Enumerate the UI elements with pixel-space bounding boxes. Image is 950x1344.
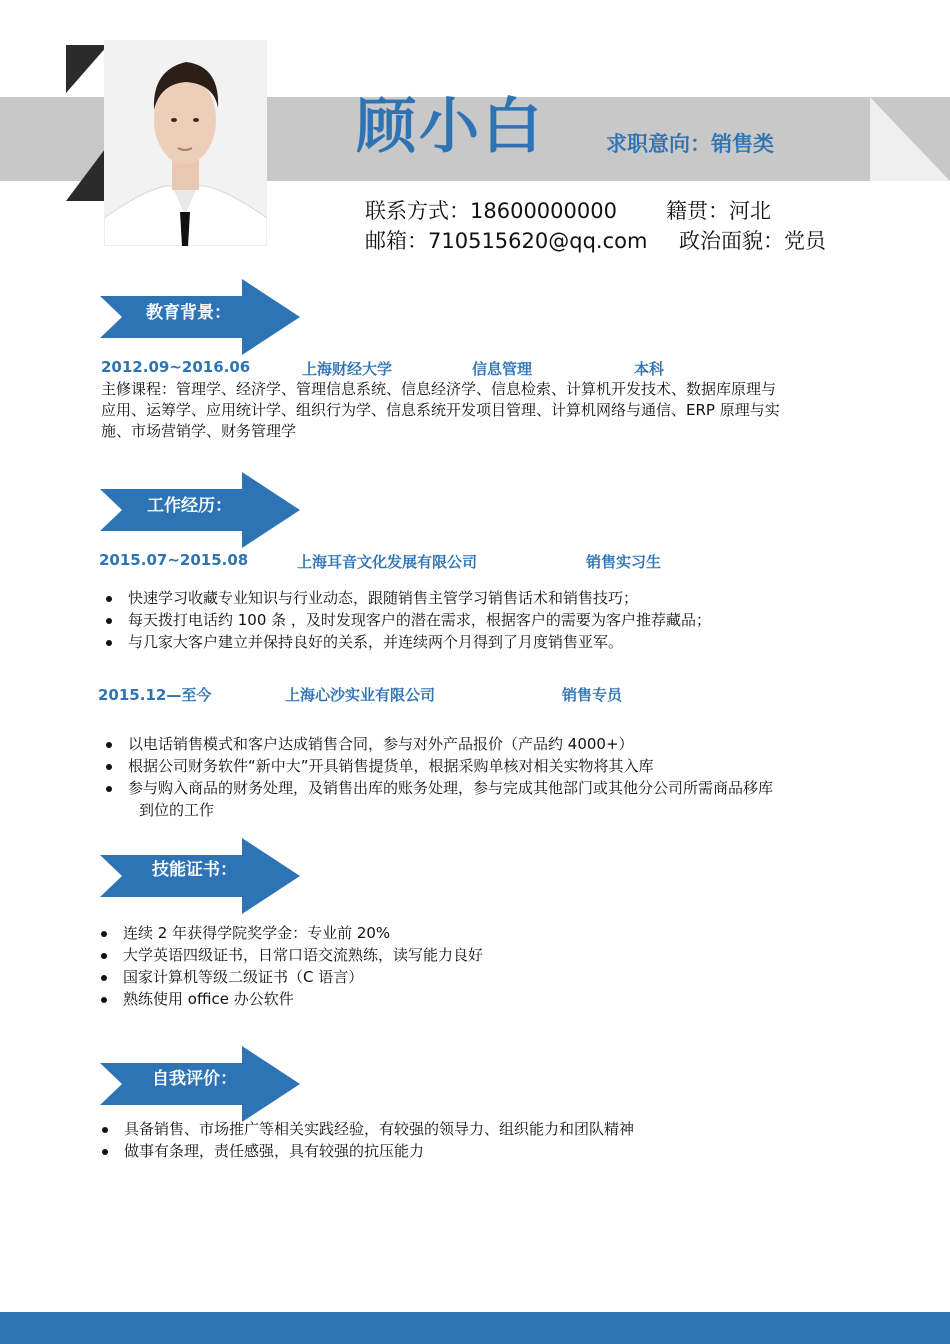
- education-period: 2012.09~2016.06: [101, 358, 251, 376]
- list-item: 参与购入商品的财务处理，及销售出库的账务处理，参与完成其他部门或其他分公司所需商品移库: [128, 777, 868, 799]
- self-eval-list: [124, 1118, 864, 1162]
- bullet-icon: [101, 931, 107, 937]
- education-courses: [101, 379, 861, 442]
- bullet-icon: [106, 596, 112, 602]
- skills-list: [123, 922, 863, 1010]
- education-school: 上海财经大学: [302, 360, 393, 378]
- self-eval-section-title: 自我评价：: [152, 1069, 237, 1089]
- list-item: 每天拨打电话约 100 条 ，及时发现客户的潜在需求，根据客户的需要为客户推荐藏品；: [128, 609, 868, 631]
- list-item: 以电话销售模式和客户达成销售合同，参与对外产品报价（产品约 4000+）: [128, 733, 868, 755]
- bullet-icon: [101, 975, 107, 981]
- education-section-title: 教育背景：: [146, 303, 231, 323]
- courses-line: 应用、运筹学、应用统计学、组织行为学、信息系统开发项目管理、计算机网络与通信、ERP 原理与实: [101, 401, 780, 419]
- job-period: 2015.12—至今: [98, 686, 212, 704]
- bullet-icon: [101, 953, 107, 959]
- political-status: 政治面貌：党员: [679, 229, 826, 253]
- skills-section-title: 技能证书：: [152, 860, 237, 880]
- bullet-icon: [102, 1127, 108, 1133]
- list-item: 快速学习收藏专业知识与行业动态，跟随销售主管学习销售话术和销售技巧；: [128, 587, 868, 609]
- job-company: 上海耳音文化发展有限公司: [297, 553, 478, 571]
- job-duties-list: [128, 587, 868, 653]
- footer-band: [0, 1312, 950, 1344]
- list-item: 熟练使用 office 办公软件: [123, 988, 863, 1010]
- bullet-icon: [106, 640, 112, 646]
- contact-email: 邮箱：710515620@qq.com: [365, 229, 648, 253]
- job-company: 上海心沙实业有限公司: [285, 686, 436, 704]
- job-period: 2015.07~2015.08: [99, 551, 249, 569]
- bullet-icon: [106, 742, 112, 748]
- bullet-icon: [101, 997, 107, 1003]
- corner-triangle-left: [66, 45, 108, 201]
- list-item: 具备销售、市场推广等相关实践经验，有较强的领导力、组织能力和团队精神: [124, 1118, 864, 1140]
- list-item: 大学英语四级证书，日常口语交流熟练，读写能力良好: [123, 944, 863, 966]
- job-role: 销售实习生: [586, 553, 662, 571]
- courses-line: 施、市场营销学、财务管理学: [101, 422, 297, 440]
- bullet-icon: [106, 764, 112, 770]
- candidate-name: 顾小白: [356, 92, 545, 162]
- work-section-title: 工作经历：: [147, 496, 232, 516]
- education-major: 信息管理: [472, 360, 533, 378]
- job-intent: 求职意向：销售类: [606, 132, 774, 156]
- list-item: 根据公司财务软件“新中大”开具销售提货单，根据采购单核对相关实物将其入库: [128, 755, 868, 777]
- list-item-continuation: 到位的工作: [139, 801, 215, 819]
- courses-line: 主修课程：管理学、经济学、管理信息系统、信息经济学、信息检索、计算机开发技术、数据库原理与: [101, 380, 777, 398]
- list-item: 国家计算机等级二级证书（C 语言）: [123, 966, 863, 988]
- hometown: 籍贯：河北: [666, 199, 771, 223]
- corner-fold-right: [870, 97, 950, 181]
- contact-phone: 联系方式：18600000000: [365, 199, 617, 223]
- bullet-icon: [102, 1149, 108, 1155]
- education-degree: 本科: [634, 360, 665, 378]
- job-role: 销售专员: [562, 686, 623, 704]
- job-duties-list: [128, 733, 868, 821]
- profile-photo: [104, 40, 267, 246]
- list-item: 连续 2 年获得学院奖学金：专业前 20%: [123, 922, 863, 944]
- bullet-icon: [106, 786, 112, 792]
- bullet-icon: [106, 618, 112, 624]
- list-item: 与几家大客户建立并保持良好的关系，并连续两个月得到了月度销售亚军。: [128, 631, 868, 653]
- list-item: 做事有条理，责任感强，具有较强的抗压能力: [124, 1140, 864, 1162]
